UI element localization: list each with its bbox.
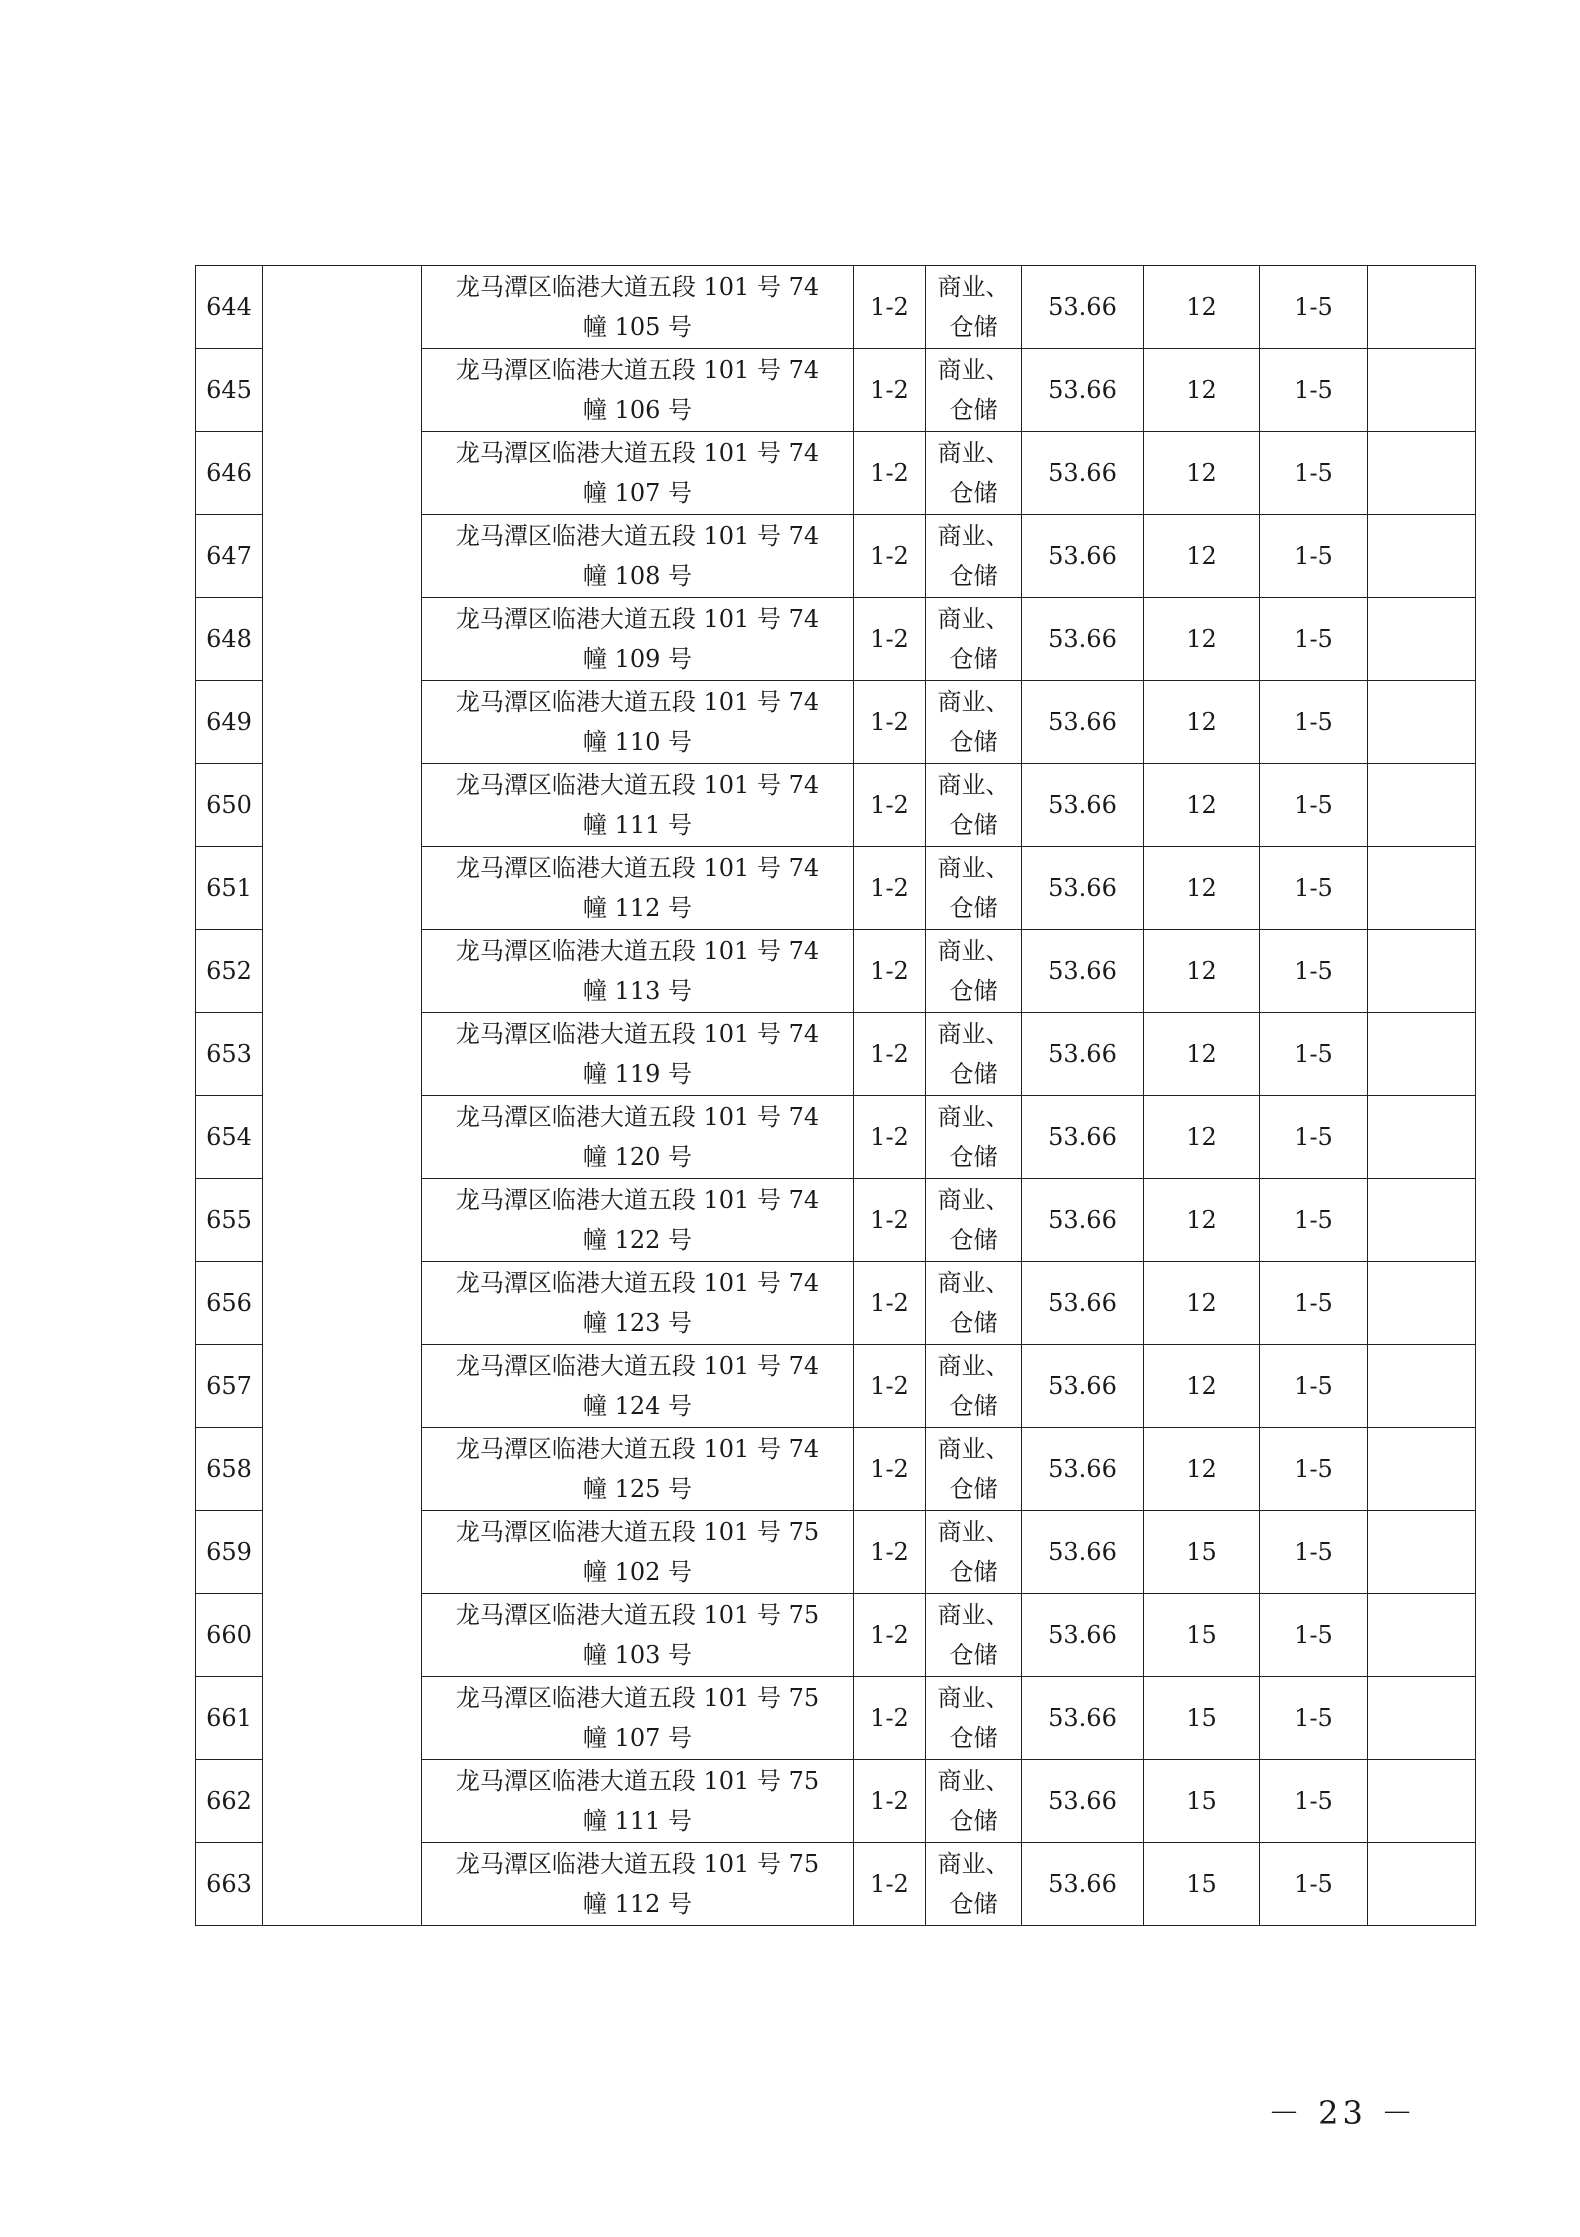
usage-line-1: 商业、 [937, 1186, 1010, 1214]
row-number-cell: 647 [196, 515, 263, 598]
address-line-2: 幢 112 号 [582, 894, 693, 922]
address-line-2: 幢 111 号 [582, 811, 693, 839]
floors-cell: 1-2 [854, 1428, 926, 1511]
floors-cell: 1-2 [854, 266, 926, 349]
usage-cell [926, 847, 1022, 930]
row-number-cell: 659 [196, 1511, 263, 1594]
floors-cell: 1-2 [854, 764, 926, 847]
remarks-cell [1368, 1760, 1476, 1843]
remarks-cell [1368, 598, 1476, 681]
usage-line-1: 商业、 [937, 771, 1010, 799]
address-line-1: 龙马潭区临港大道五段 101 号 75 [455, 1518, 820, 1546]
usage-cell [926, 764, 1022, 847]
address-cell [422, 1594, 854, 1677]
usage-cell [926, 1594, 1022, 1677]
usage-cell [926, 1760, 1022, 1843]
address-line-1: 龙马潭区临港大道五段 101 号 74 [455, 1352, 820, 1380]
row-number-cell: 658 [196, 1428, 263, 1511]
years-cell: 12 [1144, 1013, 1260, 1096]
address-line-1: 龙马潭区临港大道五段 101 号 74 [455, 937, 820, 965]
row-number-cell: 649 [196, 681, 263, 764]
usage-line-1: 商业、 [937, 605, 1010, 633]
address-line-2: 幢 109 号 [582, 645, 693, 673]
address-line-1: 龙马潭区临港大道五段 101 号 74 [455, 1103, 820, 1131]
usage-cell [926, 930, 1022, 1013]
usage-line-1: 商业、 [937, 1850, 1010, 1878]
years-cell: 12 [1144, 1179, 1260, 1262]
years-cell: 12 [1144, 266, 1260, 349]
floors-cell: 1-2 [854, 598, 926, 681]
years-cell: 15 [1144, 1677, 1260, 1760]
usage-line-1: 商业、 [937, 1020, 1010, 1048]
address-cell [422, 1843, 854, 1926]
usage-cell [926, 1677, 1022, 1760]
years-cell: 12 [1144, 1428, 1260, 1511]
area-cell: 53.66 [1022, 1345, 1144, 1428]
remarks-cell [1368, 1594, 1476, 1677]
years-cell: 12 [1144, 930, 1260, 1013]
address-cell [422, 598, 854, 681]
address-line-2: 幢 106 号 [582, 396, 693, 424]
address-line-2: 幢 103 号 [582, 1641, 693, 1669]
address-cell [422, 515, 854, 598]
usage-cell [926, 266, 1022, 349]
area-cell: 53.66 [1022, 1262, 1144, 1345]
level-cell: 1-5 [1260, 764, 1368, 847]
address-cell [422, 1511, 854, 1594]
floors-cell: 1-2 [854, 847, 926, 930]
address-line-1: 龙马潭区临港大道五段 101 号 74 [455, 273, 820, 301]
usage-line-1: 商业、 [937, 439, 1010, 467]
area-cell: 53.66 [1022, 681, 1144, 764]
row-number-cell: 656 [196, 1262, 263, 1345]
usage-line-2: 仓储 [949, 1558, 998, 1586]
usage-line-2: 仓储 [949, 1143, 998, 1171]
floors-cell: 1-2 [854, 681, 926, 764]
address-cell [422, 1345, 854, 1428]
years-cell: 15 [1144, 1511, 1260, 1594]
usage-line-1: 商业、 [937, 1435, 1010, 1463]
level-cell: 1-5 [1260, 681, 1368, 764]
usage-line-1: 商业、 [937, 522, 1010, 550]
page-number: － 23 － [1268, 2094, 1418, 2132]
row-number-cell: 644 [196, 266, 263, 349]
address-cell [422, 847, 854, 930]
remarks-cell [1368, 1262, 1476, 1345]
address-cell [422, 764, 854, 847]
row-number-cell: 650 [196, 764, 263, 847]
usage-line-2: 仓储 [949, 1890, 998, 1918]
years-cell: 12 [1144, 515, 1260, 598]
usage-line-1: 商业、 [937, 1601, 1010, 1629]
years-cell: 15 [1144, 1843, 1260, 1926]
usage-line-2: 仓储 [949, 1724, 998, 1752]
years-cell: 12 [1144, 764, 1260, 847]
address-line-1: 龙马潭区临港大道五段 101 号 74 [455, 439, 820, 467]
usage-line-1: 商业、 [937, 1352, 1010, 1380]
remarks-cell [1368, 1096, 1476, 1179]
level-cell: 1-5 [1260, 1843, 1368, 1926]
level-cell: 1-5 [1260, 1677, 1368, 1760]
level-cell: 1-5 [1260, 598, 1368, 681]
usage-line-2: 仓储 [949, 1226, 998, 1254]
usage-line-1: 商业、 [937, 356, 1010, 384]
level-cell: 1-5 [1260, 1096, 1368, 1179]
floors-cell: 1-2 [854, 349, 926, 432]
address-line-1: 龙马潭区临港大道五段 101 号 75 [455, 1767, 820, 1795]
area-cell: 53.66 [1022, 266, 1144, 349]
years-cell: 12 [1144, 1096, 1260, 1179]
table-body [196, 266, 1476, 1926]
remarks-cell [1368, 764, 1476, 847]
floors-cell: 1-2 [854, 1760, 926, 1843]
address-line-2: 幢 112 号 [582, 1890, 693, 1918]
row-number-cell: 646 [196, 432, 263, 515]
row-number-cell: 652 [196, 930, 263, 1013]
usage-line-2: 仓储 [949, 396, 998, 424]
level-cell: 1-5 [1260, 1179, 1368, 1262]
years-cell: 12 [1144, 432, 1260, 515]
area-cell: 53.66 [1022, 349, 1144, 432]
address-cell [422, 1428, 854, 1511]
usage-line-2: 仓储 [949, 977, 998, 1005]
address-line-1: 龙马潭区临港大道五段 101 号 74 [455, 1186, 820, 1214]
level-cell: 1-5 [1260, 1511, 1368, 1594]
address-line-2: 幢 113 号 [582, 977, 693, 1005]
remarks-cell [1368, 847, 1476, 930]
level-cell: 1-5 [1260, 1428, 1368, 1511]
usage-line-1: 商业、 [937, 688, 1010, 716]
level-cell: 1-5 [1260, 1013, 1368, 1096]
remarks-cell [1368, 1345, 1476, 1428]
remarks-cell [1368, 1428, 1476, 1511]
address-cell [422, 266, 854, 349]
area-cell: 53.66 [1022, 1428, 1144, 1511]
usage-line-2: 仓储 [949, 894, 998, 922]
usage-line-2: 仓储 [949, 479, 998, 507]
area-cell: 53.66 [1022, 1677, 1144, 1760]
row-number-cell: 663 [196, 1843, 263, 1926]
address-line-1: 龙马潭区临港大道五段 101 号 74 [455, 1269, 820, 1297]
row-number-cell: 653 [196, 1013, 263, 1096]
area-cell: 53.66 [1022, 432, 1144, 515]
address-line-1: 龙马潭区临港大道五段 101 号 74 [455, 1435, 820, 1463]
years-cell: 12 [1144, 598, 1260, 681]
usage-line-1: 商业、 [937, 1684, 1010, 1712]
years-cell: 15 [1144, 1760, 1260, 1843]
usage-line-2: 仓储 [949, 313, 998, 341]
level-cell: 1-5 [1260, 432, 1368, 515]
address-line-1: 龙马潭区临港大道五段 101 号 74 [455, 771, 820, 799]
floors-cell: 1-2 [854, 1262, 926, 1345]
address-line-2: 幢 105 号 [582, 313, 693, 341]
remarks-cell [1368, 681, 1476, 764]
remarks-cell [1368, 349, 1476, 432]
usage-cell [926, 1843, 1022, 1926]
row-number-cell: 654 [196, 1096, 263, 1179]
usage-line-2: 仓储 [949, 1641, 998, 1669]
address-line-2: 幢 122 号 [582, 1226, 693, 1254]
address-cell [422, 1179, 854, 1262]
level-cell: 1-5 [1260, 847, 1368, 930]
property-table [195, 265, 1476, 1926]
usage-line-1: 商业、 [937, 273, 1010, 301]
address-line-2: 幢 124 号 [582, 1392, 693, 1420]
address-line-2: 幢 123 号 [582, 1309, 693, 1337]
remarks-cell [1368, 266, 1476, 349]
level-cell: 1-5 [1260, 930, 1368, 1013]
usage-cell [926, 1096, 1022, 1179]
usage-line-1: 商业、 [937, 1518, 1010, 1546]
area-cell: 53.66 [1022, 1511, 1144, 1594]
usage-cell [926, 349, 1022, 432]
level-cell: 1-5 [1260, 1345, 1368, 1428]
usage-cell [926, 1013, 1022, 1096]
row-number-cell: 645 [196, 349, 263, 432]
usage-line-2: 仓储 [949, 811, 998, 839]
area-cell: 53.66 [1022, 930, 1144, 1013]
row-number-cell: 657 [196, 1345, 263, 1428]
floors-cell: 1-2 [854, 1677, 926, 1760]
usage-cell [926, 1262, 1022, 1345]
usage-cell [926, 1428, 1022, 1511]
usage-cell [926, 515, 1022, 598]
row-number-cell: 662 [196, 1760, 263, 1843]
address-cell [422, 1760, 854, 1843]
usage-cell [926, 1345, 1022, 1428]
address-cell [422, 681, 854, 764]
floors-cell: 1-2 [854, 1096, 926, 1179]
address-line-2: 幢 125 号 [582, 1475, 693, 1503]
row-number-cell: 648 [196, 598, 263, 681]
address-line-2: 幢 102 号 [582, 1558, 693, 1586]
address-cell [422, 1013, 854, 1096]
usage-cell [926, 681, 1022, 764]
address-cell [422, 349, 854, 432]
address-line-1: 龙马潭区临港大道五段 101 号 74 [455, 688, 820, 716]
address-cell [422, 1262, 854, 1345]
area-cell: 53.66 [1022, 1096, 1144, 1179]
row-number-cell: 661 [196, 1677, 263, 1760]
address-line-1: 龙马潭区临港大道五段 101 号 75 [455, 1601, 820, 1629]
area-cell: 53.66 [1022, 1013, 1144, 1096]
remarks-cell [1368, 1677, 1476, 1760]
address-line-1: 龙马潭区临港大道五段 101 号 74 [455, 356, 820, 384]
address-line-1: 龙马潭区临港大道五段 101 号 75 [455, 1850, 820, 1878]
usage-cell [926, 1179, 1022, 1262]
address-cell [422, 1096, 854, 1179]
address-line-2: 幢 107 号 [582, 479, 693, 507]
years-cell: 15 [1144, 1594, 1260, 1677]
usage-cell [926, 1511, 1022, 1594]
address-line-2: 幢 111 号 [582, 1807, 693, 1835]
floors-cell: 1-2 [854, 1511, 926, 1594]
remarks-cell [1368, 515, 1476, 598]
area-cell: 53.66 [1022, 515, 1144, 598]
area-cell: 53.66 [1022, 1179, 1144, 1262]
floors-cell: 1-2 [854, 1843, 926, 1926]
years-cell: 12 [1144, 1345, 1260, 1428]
row-number-cell: 660 [196, 1594, 263, 1677]
remarks-cell [1368, 1511, 1476, 1594]
level-cell: 1-5 [1260, 266, 1368, 349]
remarks-cell [1368, 432, 1476, 515]
table-row [196, 266, 1476, 349]
remarks-cell [1368, 1179, 1476, 1262]
years-cell: 12 [1144, 349, 1260, 432]
remarks-cell [1368, 1013, 1476, 1096]
floors-cell: 1-2 [854, 515, 926, 598]
usage-line-1: 商业、 [937, 1103, 1010, 1131]
floors-cell: 1-2 [854, 1013, 926, 1096]
address-line-1: 龙马潭区临港大道五段 101 号 74 [455, 1020, 820, 1048]
address-line-2: 幢 107 号 [582, 1724, 693, 1752]
years-cell: 12 [1144, 847, 1260, 930]
area-cell: 53.66 [1022, 847, 1144, 930]
address-line-2: 幢 119 号 [582, 1060, 693, 1088]
address-cell [422, 432, 854, 515]
remarks-cell [1368, 1843, 1476, 1926]
usage-line-2: 仓储 [949, 645, 998, 673]
address-line-2: 幢 120 号 [582, 1143, 693, 1171]
usage-line-1: 商业、 [937, 854, 1010, 882]
row-number-cell: 651 [196, 847, 263, 930]
usage-line-1: 商业、 [937, 1269, 1010, 1297]
address-cell [422, 1677, 854, 1760]
merged-unit-cell [263, 266, 422, 1926]
area-cell: 53.66 [1022, 764, 1144, 847]
floors-cell: 1-2 [854, 1594, 926, 1677]
floors-cell: 1-2 [854, 930, 926, 1013]
usage-line-2: 仓储 [949, 1060, 998, 1088]
level-cell: 1-5 [1260, 1262, 1368, 1345]
usage-line-2: 仓储 [949, 1807, 998, 1835]
usage-line-2: 仓储 [949, 1392, 998, 1420]
usage-line-1: 商业、 [937, 937, 1010, 965]
address-line-1: 龙马潭区临港大道五段 101 号 74 [455, 605, 820, 633]
area-cell: 53.66 [1022, 1760, 1144, 1843]
usage-line-2: 仓储 [949, 562, 998, 590]
level-cell: 1-5 [1260, 1760, 1368, 1843]
area-cell: 53.66 [1022, 1843, 1144, 1926]
usage-line-2: 仓储 [949, 1475, 998, 1503]
usage-cell [926, 598, 1022, 681]
usage-cell [926, 432, 1022, 515]
address-line-2: 幢 110 号 [582, 728, 693, 756]
usage-line-2: 仓储 [949, 728, 998, 756]
row-number-cell: 655 [196, 1179, 263, 1262]
years-cell: 12 [1144, 681, 1260, 764]
address-line-1: 龙马潭区临港大道五段 101 号 74 [455, 522, 820, 550]
remarks-cell [1368, 930, 1476, 1013]
level-cell: 1-5 [1260, 515, 1368, 598]
area-cell: 53.66 [1022, 598, 1144, 681]
level-cell: 1-5 [1260, 1594, 1368, 1677]
level-cell: 1-5 [1260, 349, 1368, 432]
floors-cell: 1-2 [854, 1179, 926, 1262]
address-cell [422, 930, 854, 1013]
usage-line-2: 仓储 [949, 1309, 998, 1337]
floors-cell: 1-2 [854, 1345, 926, 1428]
area-cell: 53.66 [1022, 1594, 1144, 1677]
address-line-1: 龙马潭区临港大道五段 101 号 75 [455, 1684, 820, 1712]
address-line-1: 龙马潭区临港大道五段 101 号 74 [455, 854, 820, 882]
years-cell: 12 [1144, 1262, 1260, 1345]
address-line-2: 幢 108 号 [582, 562, 693, 590]
usage-line-1: 商业、 [937, 1767, 1010, 1795]
floors-cell: 1-2 [854, 432, 926, 515]
